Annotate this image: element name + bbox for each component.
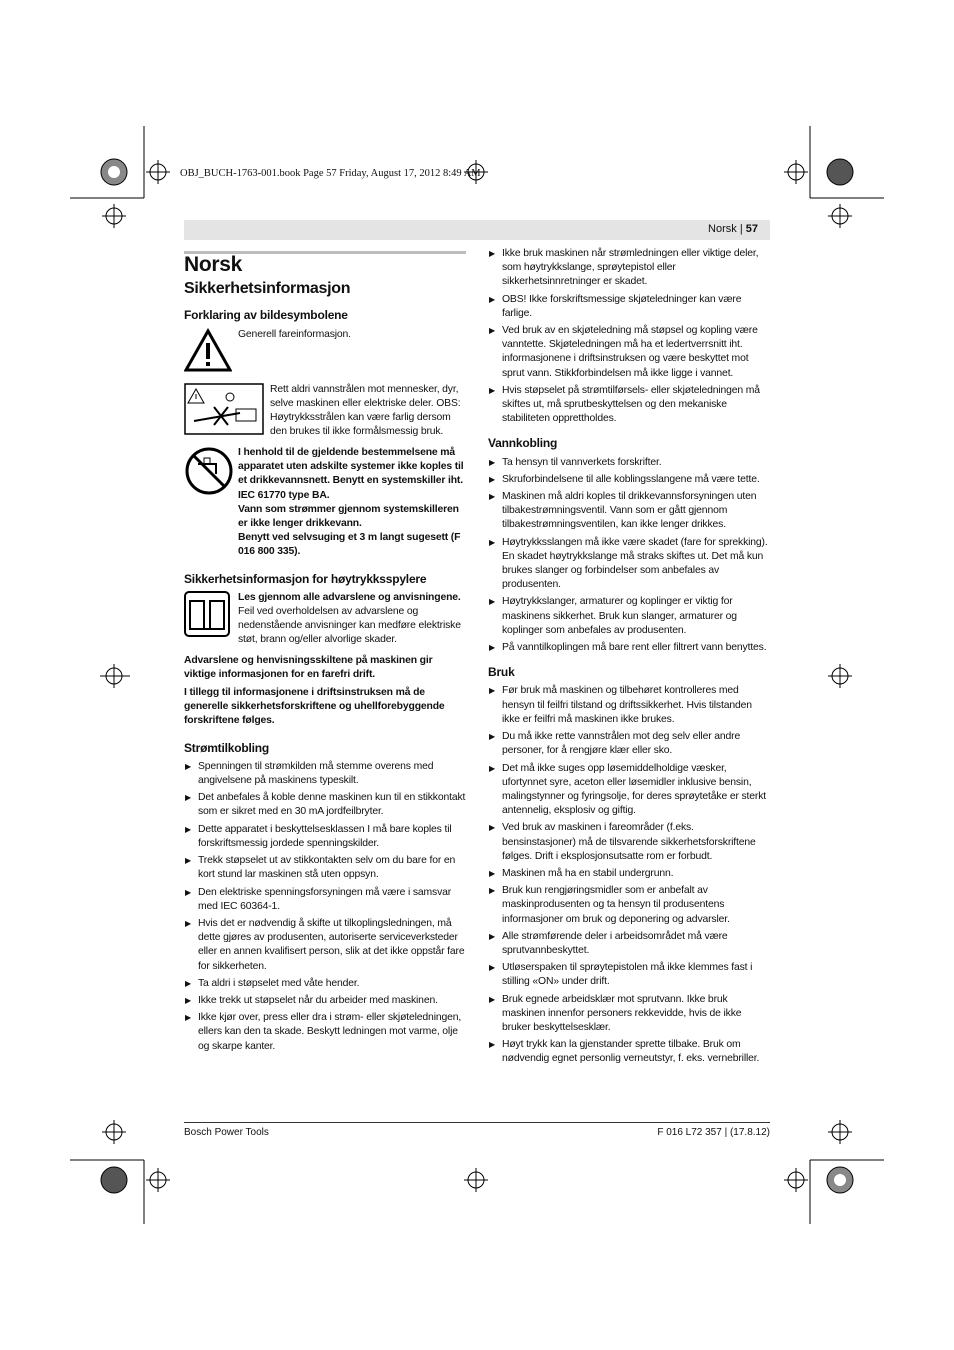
list-item-text: Det må ikke suges opp løsemiddelholdige væsker, ufortynnet syre, aceton eller løsemidler inklusive bensin, malingstynner og fyringsolje, for deres sprøytetåke er sterkt antennelig, eksplosiv og giftig.	[502, 762, 767, 817]
list-item-text: Hvis det er nødvendig å skifte ut tilkoplingsledningen, må dette gjøres av produsenten, autoriserte serviceverksteder eller en annen kvalifisert person, slik at det ikke oppstår fare for sikkerheten.	[198, 917, 465, 972]
list-item-text: Hvis støpselet på strømtilførsels- eller skjøteledningen må skiftes ut, må sprutbeskyttelsen og den mekaniske stabiliteten opprettholdes.	[502, 384, 760, 425]
water-heading: Vannkobling	[488, 436, 558, 451]
bullet-arrow-icon: ▶	[489, 597, 496, 607]
bullet-arrow-icon: ▶	[489, 249, 496, 258]
footer-doc-id: F 016 L72 357 | (17.8.12)	[657, 1127, 770, 1138]
list-item	[488, 536, 770, 593]
list-item	[184, 791, 466, 819]
use-heading: Bruk	[488, 665, 515, 680]
bullet-arrow-icon: ▶	[489, 294, 496, 304]
list-item	[184, 977, 466, 991]
list-item	[184, 917, 466, 974]
water-note-2: Vann som strømmer gjennom systemskilleren er ikke lenger drikkevann.	[238, 503, 459, 530]
list-item-text: Skruforbindelsene til alle koblingsslangene må være tette.	[502, 473, 760, 485]
list-item-text: På vanntilkoplingen må bare rent eller filtrert vann benyttes.	[502, 642, 767, 654]
list-item-text: Maskinen må ha en stabil undergrunn.	[502, 867, 674, 879]
read-manual-block	[184, 591, 466, 648]
bullet-arrow-icon: ▶	[489, 994, 496, 1004]
list-item	[488, 884, 770, 927]
list-item	[488, 867, 770, 881]
right-column	[488, 247, 770, 1070]
list-item-text: Ikke kjør over, press eller dra i strøm- eller skjøteledningen, ellers kan den ta skade. Beskytt ledningen mot varme, olje og skarpe kanter.	[198, 1012, 462, 1052]
read-warning-text: Feil ved overholdelsen av advarslene og nedenstående anvisninger kan medføre elektriske støt, brann og/eller alvorlige skader.	[238, 606, 461, 646]
footer-brand: Bosch Power Tools	[184, 1127, 269, 1138]
bullet-arrow-icon: ▶	[489, 385, 496, 395]
list-item-text: Bruk kun rengjøringsmidler som er anbefalt av maskinprodusenten og ta hensyn til produsentens informasjoner om bruk og deponering og advarsler.	[502, 885, 730, 925]
list-item	[488, 456, 770, 470]
bullet-arrow-icon: ▶	[489, 643, 496, 653]
list-item	[184, 760, 466, 788]
list-item	[488, 324, 770, 381]
page-footer	[184, 1122, 770, 1138]
list-item-text: Maskinen må aldri koples til drikkevannsforsyningen uten tilbakestrømningsventil. Vann som er gått gjennom tilbakestrømningsventilen, kan ikke lenger drikkes.	[502, 491, 757, 531]
list-item	[488, 961, 770, 989]
list-item	[488, 821, 770, 864]
bullet-arrow-icon: ▶	[489, 763, 496, 773]
section-title: Sikkerhetsinformasjon	[184, 280, 351, 298]
list-item-text: Ved bruk av en skjøteledning må støpsel og kopling være vanntette. Skjøteledningen må ha et ledertverrsnitt iht. informasjonene i driftsinstruksen og være beskyttet mot sprut vann. Stikkforbindelsen må ikke ligge i vannet.	[502, 325, 758, 379]
water-list	[488, 456, 770, 656]
list-item-text: Ikke trekk ut støpselet når du arbeider med maskinen.	[198, 994, 438, 1006]
read-manual-text	[238, 591, 466, 648]
water-jet-warning-icon	[184, 383, 268, 440]
list-item-text: Ta aldri i støpselet med våte hender.	[198, 977, 360, 989]
list-item-text: Bruk egnede arbeidsklær mot sprutvann. Ikke bruk maskinen innenfor personers rekkevidde, hvis de ikke bruker beskyttelsesklær.	[502, 993, 742, 1033]
list-item	[488, 473, 770, 487]
list-item-text: Høytrykksslangen må ikke være skadet (fare for sprekking). En skadet høytrykkslange må straks skiftes ut. Det må kun brukes slanger og forbindelser som anbefales av produsenten.	[502, 536, 768, 591]
use-list	[488, 684, 770, 1066]
list-item-text: Alle strømførende deler i arbeidsområdet må være sprutvannbeskyttet.	[502, 930, 728, 956]
bullet-arrow-icon: ▶	[489, 474, 496, 484]
list-item	[488, 595, 770, 638]
list-item-text: Trekk støpselet ut av stikkontakten selv om du bare for en kort stund lar maskinen stå uten oppsyn.	[198, 855, 456, 881]
list-item	[488, 684, 770, 727]
list-item-text: Spenningen til strømkilden må stemme overens med angivelsene på maskinens typeskilt.	[198, 760, 434, 787]
left-column	[184, 251, 466, 1057]
list-item-text: Den elektriske spenningsforsyningen må være i samsvar med IEC 60364-1.	[198, 886, 452, 912]
list-item	[488, 641, 770, 655]
safety-para-1: Advarslene og henvisningsskiltene på maskinen gir viktige informasjonen for en farefri drift.	[184, 654, 433, 680]
bullet-arrow-icon: ▶	[489, 492, 496, 502]
bullet-arrow-icon: ▶	[185, 995, 192, 1005]
power-cont-list	[488, 247, 770, 426]
bullet-arrow-icon: ▶	[185, 856, 192, 866]
symbol-general-text: Generell fareinformasjon.	[238, 328, 351, 340]
list-item	[184, 994, 466, 1008]
read-warning-bold: Les gjennom alle advarslene og anvisningene.	[238, 591, 461, 603]
list-item	[184, 886, 466, 914]
symbol-water	[184, 446, 466, 560]
bullet-arrow-icon: ▶	[185, 887, 192, 897]
page-header	[708, 223, 758, 235]
list-item	[488, 762, 770, 819]
print-info-line: OBJ_BUCH-1763-001.book Page 57 Friday, August 17, 2012 8:49 AM	[180, 168, 481, 179]
bullet-arrow-icon: ▶	[489, 886, 496, 896]
water-note-1: I henhold til de gjeldende bestemmelsene må apparatet uten adskilte systemer ikke koples til et drikkevannsnett. Benytt en systemskiller iht. IEC 61770 type BA.	[238, 447, 464, 501]
list-item-text: Ta hensyn til vannverkets forskrifter.	[502, 456, 662, 468]
header-separator: |	[736, 223, 746, 235]
header-language: Norsk	[708, 223, 737, 235]
list-item	[488, 730, 770, 758]
bullet-arrow-icon: ▶	[489, 1040, 496, 1050]
water-note-3: Benytt ved selvsuging et 3 m langt sugesett (F 016 800 335).	[238, 532, 461, 558]
safety-para-2: I tillegg til informasjonene i driftsinstruksen må de generelle sikkerhetsforskriftene og uhellforebyggende forskriftene følges.	[184, 687, 445, 727]
symbol-general	[184, 328, 466, 377]
list-item	[488, 490, 770, 533]
symbol-jet-text: Rett aldri vannstrålen mot mennesker, dyr, selve maskinen eller elektriske deler. OBS: Høytrykksstrålen kan være farlig dersom den brukes til ikke formålsmessig bruk.	[270, 383, 461, 438]
bullet-arrow-icon: ▶	[489, 823, 496, 833]
bullet-arrow-icon: ▶	[489, 537, 496, 547]
list-item	[488, 1038, 770, 1066]
bullet-arrow-icon: ▶	[185, 793, 192, 803]
list-item	[488, 930, 770, 958]
bullet-arrow-icon: ▶	[185, 918, 192, 928]
safety-hp-heading: Sikkerhetsinformasjon for høytrykksspylere	[184, 571, 427, 586]
list-item-text: Før bruk må maskinen og tilbehøret kontrolleres med hensyn til feilfri tilstand og driftssikkerhet. Hvis tilstanden ikke er feilfri må maskinen ikke brukes.	[502, 685, 752, 725]
list-item-text: OBS! Ikke forskriftsmessige skjøteledninger kan være farlige.	[502, 293, 742, 319]
bullet-arrow-icon: ▶	[489, 931, 496, 941]
list-item-text: Utløserspaken til sprøytepistolen må ikke klemmes fast i stilling «ON» under drift.	[502, 962, 753, 988]
bullet-arrow-icon: ▶	[489, 963, 496, 973]
power-list	[184, 760, 466, 1054]
list-item	[488, 993, 770, 1036]
read-manual-icon	[184, 591, 236, 648]
symbol-jet	[184, 383, 466, 440]
list-item	[184, 823, 466, 851]
symbols-heading: Forklaring av bildesymbolene	[184, 308, 348, 323]
no-drinking-water-icon	[184, 446, 236, 560]
bullet-arrow-icon: ▶	[185, 1013, 192, 1023]
list-item-text: Høyt trykk kan la gjenstander sprette tilbake. Bruk om nødvendig egnet personlig verneutstyr, f. eks. vernebriller.	[502, 1039, 760, 1065]
symbol-water-text	[238, 446, 466, 560]
list-item	[184, 854, 466, 882]
list-item	[184, 1011, 466, 1054]
list-item	[488, 247, 770, 290]
list-item-text: Ved bruk av maskinen i fareområder (f.eks. bensinstasjoner) må de tilsvarende sikkerhetsforskriftene følges. Drift i eksplosjonsutsatte rom er forbudt.	[502, 822, 756, 862]
list-item-text: Ikke bruk maskinen når strømledningen eller viktige deler, som høytrykkslange, sprøytepistol eller sikkerhetsinnretninger er skadet.	[502, 248, 759, 288]
list-item	[488, 384, 770, 427]
list-item	[488, 293, 770, 321]
list-item-text: Det anbefales å koble denne maskinen kun til en stikkontakt som er sikret med en 30 mA jordfeilbryter.	[198, 792, 466, 818]
list-item-text: Du må ikke rette vannstrålen mot deg selv eller andre personer, for å rengjøre klær eller sko.	[502, 731, 741, 757]
bullet-arrow-icon: ▶	[185, 761, 192, 771]
power-heading: Strømtilkobling	[184, 740, 269, 755]
page-header-bar	[184, 220, 770, 240]
page-number: 57	[745, 223, 758, 235]
bullet-arrow-icon: ▶	[185, 824, 192, 834]
bullet-arrow-icon: ▶	[489, 732, 496, 742]
list-item-text: Høytrykkslanger, armaturer og koplinger er viktig for maskinens sikkerhet. Bruk kun slanger, armaturer og koplinger som anbefales av produsenten.	[502, 596, 737, 636]
list-item-text: Dette apparatet i beskyttelsesklassen I må bare koples til forskriftsmessig jordede spenningskilder.	[198, 823, 452, 849]
page-title: Norsk	[184, 253, 243, 276]
bullet-arrow-icon: ▶	[489, 457, 496, 467]
bullet-arrow-icon: ▶	[489, 326, 496, 336]
bullet-arrow-icon: ▶	[489, 868, 496, 878]
bullet-arrow-icon: ▶	[185, 978, 192, 988]
warning-triangle-icon	[184, 328, 236, 377]
bullet-arrow-icon: ▶	[489, 686, 496, 696]
